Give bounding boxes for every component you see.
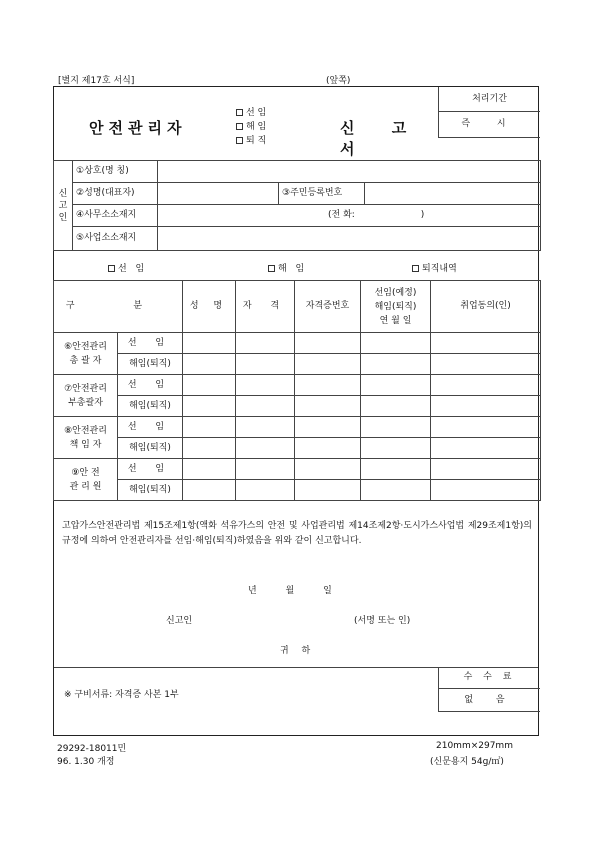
header-name: 성 명	[183, 281, 236, 333]
cell[interactable]	[431, 459, 541, 480]
statement-date[interactable]: 년 월 일	[248, 586, 332, 596]
cell[interactable]	[295, 354, 361, 375]
cell[interactable]	[183, 354, 236, 375]
cell[interactable]	[431, 438, 541, 459]
doc-type: 신 고 서	[340, 119, 423, 158]
history-dismiss[interactable]: 해 임	[268, 261, 307, 274]
cell[interactable]	[183, 480, 236, 501]
office-address-field[interactable]: (전 화: )	[158, 205, 541, 227]
sub-dismiss: 해임(퇴직)	[118, 396, 183, 417]
footer-paper: (신문용지 54g/㎡)	[430, 757, 504, 767]
report-form	[53, 86, 539, 736]
cell[interactable]	[431, 354, 541, 375]
applicant-side-label: 신 고 인	[54, 161, 73, 251]
cell[interactable]	[431, 333, 541, 354]
footer-revision: 96. 1.30 개정	[57, 757, 115, 767]
company-name-label: ①상호(명 칭)	[73, 161, 158, 183]
period-label: 처리기간	[439, 87, 540, 112]
fee-label: 수 수 료	[439, 667, 540, 689]
history-appoint[interactable]: 선 임	[108, 261, 147, 274]
manager-table	[53, 280, 541, 501]
cell[interactable]	[431, 396, 541, 417]
group-label-responsible: ⑧안전관리 책 임 자	[54, 417, 118, 459]
sub-appoint: 선 임	[118, 333, 183, 354]
site-address-label: ⑤사업소소재지	[73, 227, 158, 251]
cell[interactable]	[183, 438, 236, 459]
cell[interactable]	[183, 333, 236, 354]
cell[interactable]	[361, 333, 431, 354]
cell[interactable]	[236, 459, 295, 480]
checkbox-icon[interactable]	[236, 123, 243, 130]
required-docs: ※ 구비서류: 자격증 사본 1부	[64, 690, 179, 700]
cell[interactable]	[295, 396, 361, 417]
fee-value: 없 음	[464, 695, 515, 705]
history-row	[54, 250, 538, 281]
header-qualification: 자 격	[236, 281, 295, 333]
cell[interactable]	[295, 438, 361, 459]
cell[interactable]	[295, 417, 361, 438]
header-consent: 취업동의(인)	[431, 281, 541, 333]
checkbox-icon[interactable]	[236, 109, 243, 116]
cell[interactable]	[295, 480, 361, 501]
checkbox-icon[interactable]	[268, 265, 275, 272]
cell[interactable]	[236, 438, 295, 459]
fee-box	[438, 667, 540, 712]
cell[interactable]	[236, 354, 295, 375]
cell[interactable]	[295, 459, 361, 480]
option-appoint[interactable]: 선 임	[236, 106, 266, 120]
rep-name-label: ②성명(대표자)	[73, 183, 158, 205]
sub-dismiss: 해임(퇴직)	[118, 438, 183, 459]
type-options	[236, 106, 266, 148]
sign-label[interactable]: (서명 또는 인)	[354, 616, 411, 626]
statement-text: 고압가스안전관리법 제15조제1항(액화 석유가스의 안전 및 사업관리법 제14조제2항·도시가스사업법 제29조제1항)의 규정에 의하여 안전관리자를 선임·해임(퇴직)하였음을 위와 같이 신고합니다.	[62, 521, 532, 546]
cell[interactable]	[236, 417, 295, 438]
cell[interactable]	[183, 459, 236, 480]
processing-box	[438, 87, 540, 138]
cell[interactable]	[236, 333, 295, 354]
cell[interactable]	[361, 459, 431, 480]
site-address-field[interactable]	[158, 227, 541, 251]
form-title: 안전관리자	[89, 119, 187, 137]
rep-name-field[interactable]	[158, 183, 279, 205]
cell[interactable]	[236, 480, 295, 501]
cell[interactable]	[361, 375, 431, 396]
page-side: (앞쪽)	[326, 76, 351, 86]
reg-number-label: ③주민등록번호	[279, 183, 365, 205]
sub-dismiss: 해임(퇴직)	[118, 480, 183, 501]
reporter-label: 신고인	[166, 616, 193, 626]
cell[interactable]	[236, 375, 295, 396]
form-number: [별지 제17호 서식]	[58, 76, 135, 86]
company-name-field[interactable]	[158, 161, 541, 183]
cell[interactable]	[361, 480, 431, 501]
cell[interactable]	[361, 417, 431, 438]
cell[interactable]	[183, 396, 236, 417]
sub-appoint: 선 임	[118, 375, 183, 396]
title-area	[54, 87, 438, 160]
phone-label: (전 화:	[328, 210, 355, 220]
cell[interactable]	[183, 375, 236, 396]
cell[interactable]	[361, 438, 431, 459]
cell[interactable]	[361, 354, 431, 375]
option-dismiss[interactable]: 해 임	[236, 120, 266, 134]
checkbox-icon[interactable]	[108, 265, 115, 272]
cell[interactable]	[236, 396, 295, 417]
sub-appoint: 선 임	[118, 417, 183, 438]
footer-size: 210mm×297mm	[436, 741, 513, 751]
header-date: 선임(예정) 해임(퇴직) 연 월 일	[361, 281, 431, 333]
group-label-chief: ⑥안전관리 총 괄 자	[54, 333, 118, 375]
applicant-table	[53, 160, 541, 251]
group-label-deputy: ⑦안전관리 부총괄자	[54, 375, 118, 417]
checkbox-icon[interactable]	[412, 265, 419, 272]
footer-code: 29292-18011민	[57, 744, 127, 754]
cell[interactable]	[295, 375, 361, 396]
sub-dismiss: 해임(퇴직)	[118, 354, 183, 375]
period-value: 즉 시	[461, 119, 518, 129]
header-qual-number: 자격증번호	[295, 281, 361, 333]
sub-appoint: 선 임	[118, 459, 183, 480]
cell[interactable]	[295, 333, 361, 354]
cell[interactable]	[431, 417, 541, 438]
office-address-label: ④사무소소재지	[73, 205, 158, 227]
history-resign[interactable]: 퇴직내역	[412, 261, 457, 274]
addressee: 귀 하	[280, 646, 311, 656]
cell[interactable]	[431, 480, 541, 501]
header-division: 구 분	[54, 281, 183, 333]
checkbox-icon[interactable]	[236, 137, 243, 144]
reg-number-field[interactable]	[365, 183, 541, 205]
group-label-staff: ⑨안 전 관 리 원	[54, 459, 118, 501]
cell[interactable]	[431, 375, 541, 396]
cell[interactable]	[361, 396, 431, 417]
option-resign[interactable]: 퇴 직	[236, 134, 266, 148]
cell[interactable]	[183, 417, 236, 438]
